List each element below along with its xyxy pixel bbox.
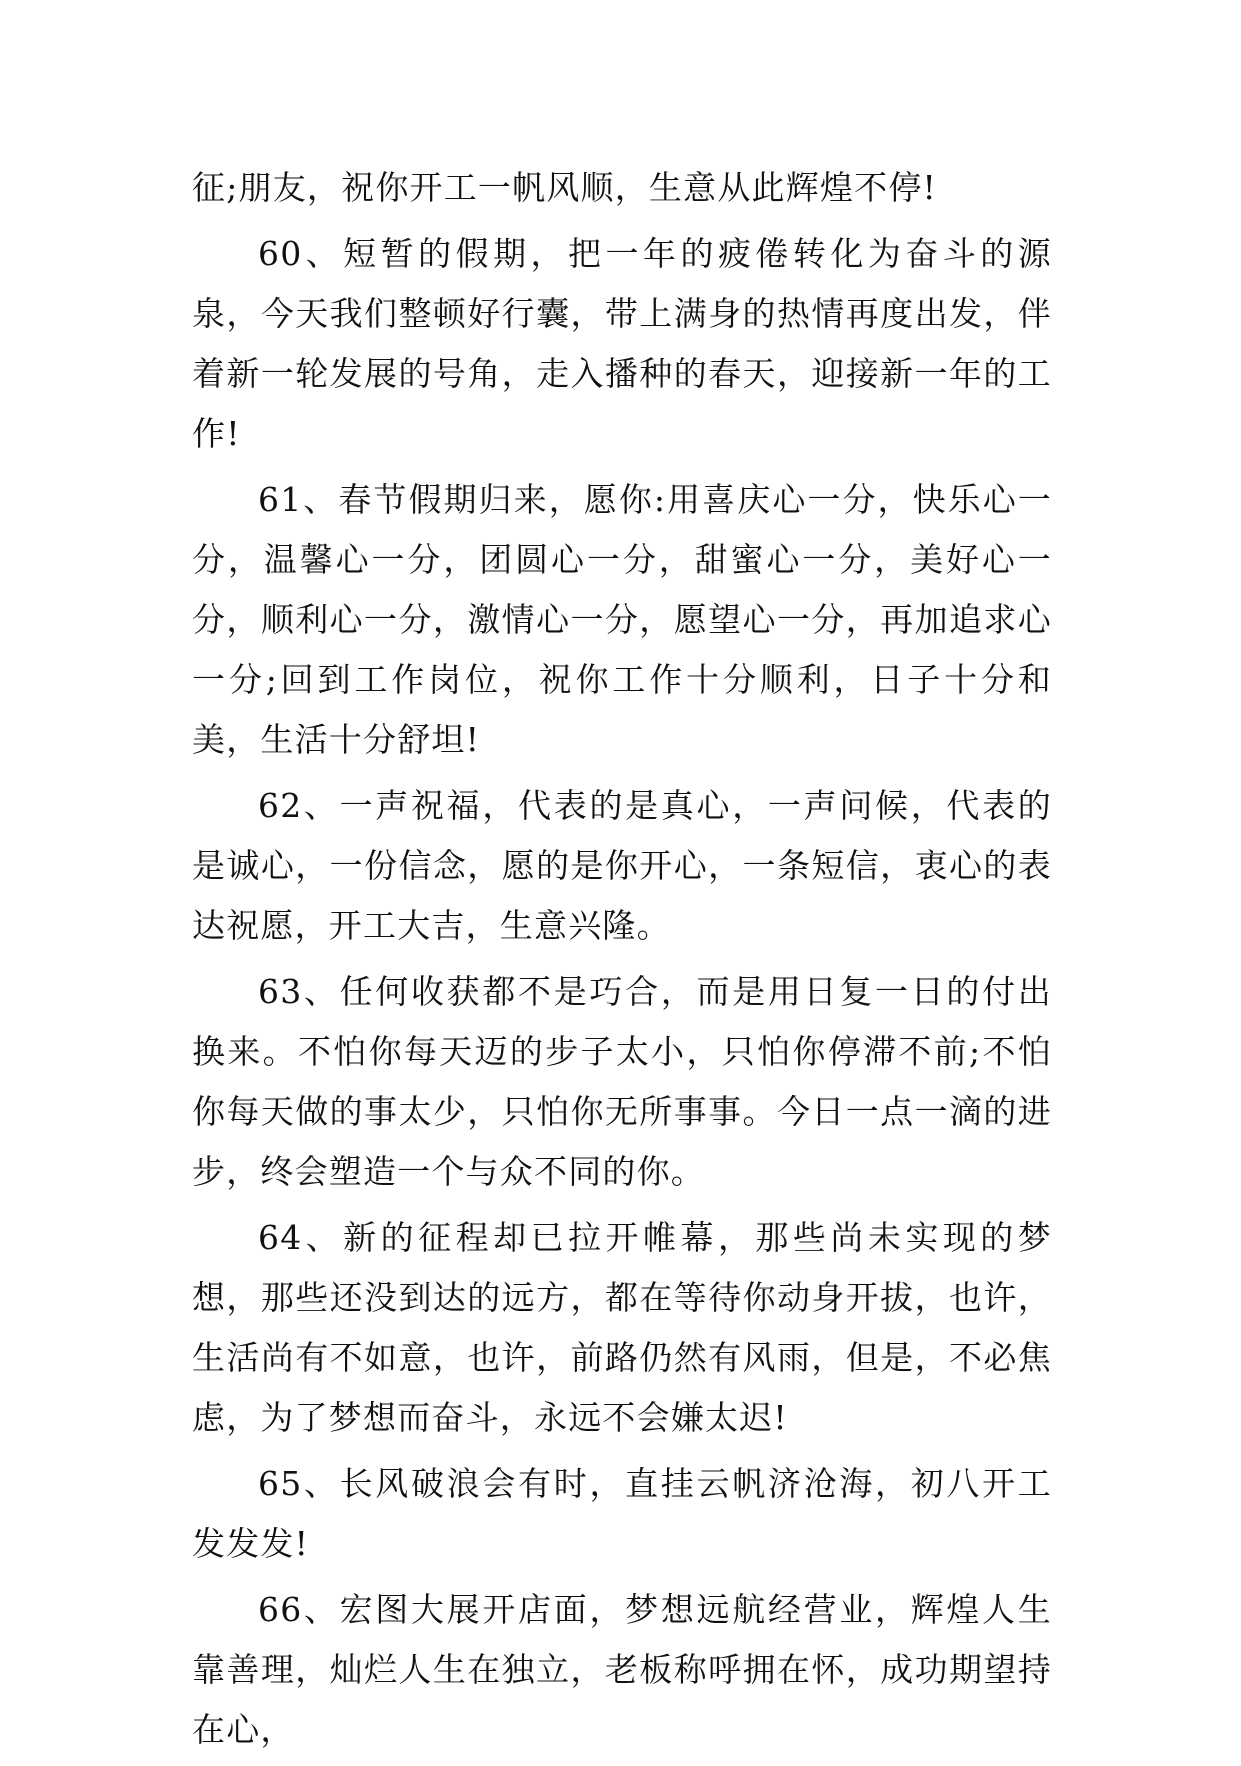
paragraph-63: 63、任何收获都不是巧合，而是用日复一日的付出换来。不怕你每天迈的步子太小，只怕你停滞不前;不怕你每天做的事太少，只怕你无所事事。今日一点一滴的进步，终会塑造一个与众不同的你。 xyxy=(192,972,1052,1191)
paragraph-64: 64、新的征程却已拉开帷幕，那些尚未实现的梦想，那些还没到达的远方，都在等待你动身开拔，也许，生活尚有不如意，也许，前路仍然有风雨，但是，不必焦虑，为了梦想而奋斗，永远不会嫌太迟! xyxy=(192,1218,1052,1437)
paragraph-66: 66、宏图大展开店面，梦想远航经营业，辉煌人生靠善理，灿烂人生在独立，老板称呼拥在怀，成功期望持在心， xyxy=(192,1590,1052,1749)
paragraph-61: 61、春节假期归来，愿你:用喜庆心一分，快乐心一分，温馨心一分，团圆心一分，甜蜜心一分，美好心一分，顺利心一分，激情心一分，愿望心一分，再加追求心一分;回到工作岗位，祝你工作十分顺利，日子十分和美，生活十分舒坦! xyxy=(192,480,1052,759)
paragraph-continuation: 征;朋友，祝你开工一帆风顺，生意从此辉煌不停! xyxy=(192,168,937,207)
paragraph-62: 62、一声祝福，代表的是真心，一声问候，代表的是诚心，一份信念，愿的是你开心，一条短信，衷心的表达祝愿，开工大吉，生意兴隆。 xyxy=(192,786,1052,945)
document-page xyxy=(192,158,1052,1766)
paragraph-65: 65、长风破浪会有时，直挂云帆济沧海，初八开工发发发! xyxy=(192,1464,1052,1563)
paragraph-60: 60、短暂的假期，把一年的疲倦转化为奋斗的源泉，今天我们整顿好行囊，带上满身的热情再度出发，伴着新一轮发展的号角，走入播种的春天，迎接新一年的工作! xyxy=(192,234,1052,453)
